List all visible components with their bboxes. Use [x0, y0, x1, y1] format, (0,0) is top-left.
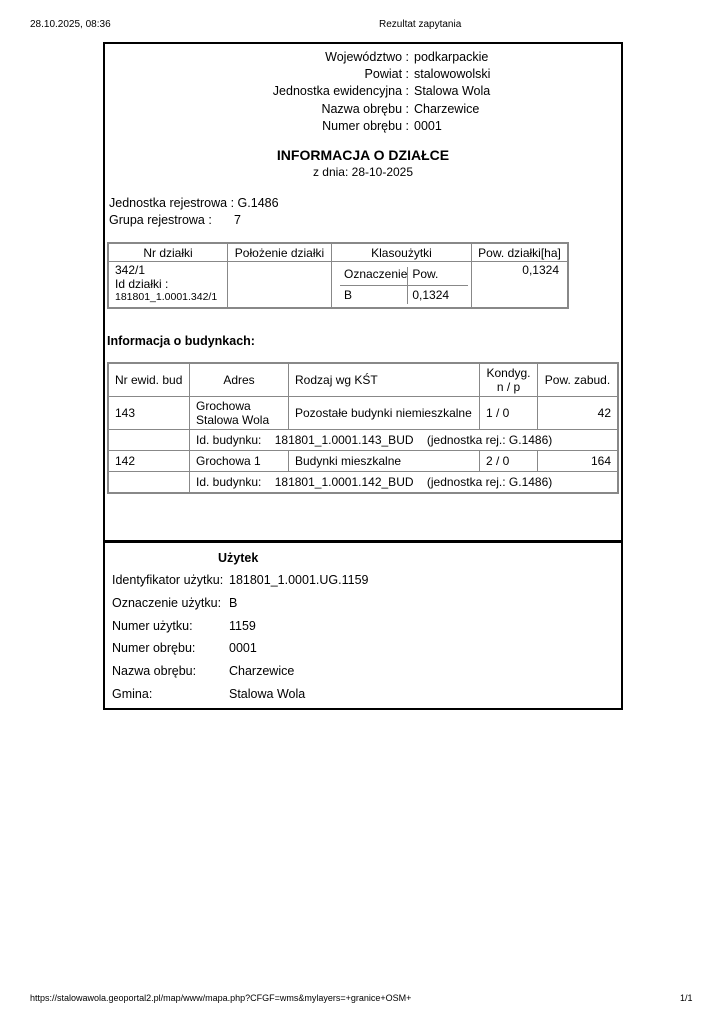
building-type: Pozostałe budynki niemieszkalne	[289, 397, 480, 430]
parcel-number: 342/1	[115, 263, 146, 277]
land-use-value: B	[229, 596, 238, 610]
buildings-section-title: Informacja o budynkach:	[107, 334, 255, 348]
land-use-label: Identyfikator użytku:	[112, 573, 224, 587]
print-url[interactable]: https://stalowawola.geoportal2.pl/map/www/mapa.php?CFGF=wms&mylayers=+granice+OSM+	[30, 993, 412, 1003]
registry-unit-label: Jednostka rejestrowa :	[109, 196, 235, 210]
building-address-line: Stalowa Wola	[196, 413, 270, 427]
registry-unit	[109, 196, 279, 210]
location-value: 0001	[414, 119, 442, 133]
land-use-label: Oznaczenie użytku:	[112, 596, 222, 610]
parcel-id: 181801_1.0001.342/1	[115, 291, 218, 303]
location-label: Jednostka ewidencyjna :	[272, 84, 409, 98]
building-floors: 2 / 0	[480, 451, 538, 472]
land-use-value: Stalowa Wola	[229, 687, 306, 701]
building-id	[190, 472, 619, 494]
building-id-value: 181801_1.0001.143_BUD	[274, 433, 414, 447]
registry-group-label: Grupa rejestrowa :	[109, 213, 212, 227]
column-header: Adres	[190, 363, 289, 397]
building-row	[108, 451, 618, 472]
building-registry-unit: (jednostka rej.: G.1486)	[426, 475, 553, 489]
land-use-value: 181801_1.0001.UG.1159	[229, 573, 369, 587]
land-class-header: Oznaczenie	[340, 267, 408, 286]
parcel-table-header	[108, 243, 568, 262]
building-row	[108, 397, 618, 430]
building-id	[190, 430, 619, 451]
building-number: 142	[108, 451, 190, 472]
building-id-row	[108, 472, 618, 494]
column-header: Położenie działki	[228, 243, 332, 262]
building-id-row	[108, 430, 618, 451]
column-header: Nr działki	[108, 243, 228, 262]
location-value: Charzewice	[414, 102, 480, 116]
building-registry-unit: (jednostka rej.: G.1486)	[426, 433, 553, 447]
parcel-area: 0,1324	[472, 262, 569, 309]
registry-unit-value: G.1486	[237, 196, 279, 210]
parcel-number-cell	[108, 262, 228, 309]
parcel-info-panel	[103, 42, 623, 542]
column-header: Pow. zabud.	[538, 363, 619, 397]
parcel-table	[107, 242, 569, 309]
buildings-table-header	[108, 363, 618, 397]
column-header: Rodzaj wg KŚT	[289, 363, 480, 397]
building-id-value: 181801_1.0001.142_BUD	[274, 475, 414, 489]
building-floors: 1 / 0	[480, 397, 538, 430]
land-use-label: Numer użytku:	[112, 619, 193, 633]
building-type: Budynki mieszkalne	[289, 451, 480, 472]
location-label: Województwo :	[325, 50, 409, 64]
land-use-value: Charzewice	[229, 664, 295, 678]
building-id-label: Id. budynku:	[196, 475, 262, 489]
column-header: Kondyg. n / p	[480, 363, 538, 397]
land-use-title: Użytek	[218, 551, 259, 565]
document-title: INFORMACJA O DZIAŁCE	[276, 147, 450, 163]
registry-group-value: 7	[234, 213, 241, 227]
location-value: podkarpackie	[414, 50, 489, 64]
land-class-header: Pow.	[408, 267, 468, 286]
building-area: 42	[538, 397, 619, 430]
column-header: Nr ewid. bud	[108, 363, 190, 397]
document-date: z dnia: 28-10-2025	[312, 165, 414, 179]
building-address-line: Grochowa 1	[196, 454, 261, 468]
location-label: Numer obrębu :	[322, 119, 409, 133]
land-use-panel	[103, 541, 623, 710]
land-use-label: Numer obrębu:	[112, 641, 196, 655]
building-number: 143	[108, 397, 190, 430]
parcel-location-cell	[228, 262, 332, 309]
registry-group	[109, 213, 241, 227]
print-page-number: 1/1	[680, 993, 693, 1003]
building-address	[190, 451, 289, 472]
land-class-symbol: B	[340, 286, 408, 305]
building-address-line: Grochowa	[196, 399, 251, 413]
land-class-cell	[332, 262, 472, 309]
parcel-row	[108, 262, 568, 309]
location-value: stalowowolski	[414, 67, 491, 81]
land-use-label: Nazwa obrębu:	[112, 664, 197, 678]
land-use-label: Gmina:	[112, 687, 153, 701]
land-class-area: 0,1324	[412, 288, 450, 302]
column-header: Pow. działki[ha]	[472, 243, 569, 262]
location-value: Stalowa Wola	[414, 84, 491, 98]
land-use-value: 0001	[229, 641, 257, 655]
buildings-table	[107, 362, 619, 494]
building-id-label: Id. budynku:	[196, 433, 262, 447]
building-area: 164	[538, 451, 619, 472]
column-header: Klasoużytki	[332, 243, 472, 262]
land-use-value: 1159	[229, 619, 256, 633]
building-address	[190, 397, 289, 430]
print-datetime: 28.10.2025, 08:36	[30, 19, 111, 30]
land-class-table	[340, 267, 468, 304]
print-title: Rezultat zapytania	[379, 19, 462, 30]
location-label: Powiat :	[364, 67, 409, 81]
parcel-id-label: Id działki :	[115, 277, 169, 291]
location-label: Nazwa obrębu :	[321, 102, 409, 116]
